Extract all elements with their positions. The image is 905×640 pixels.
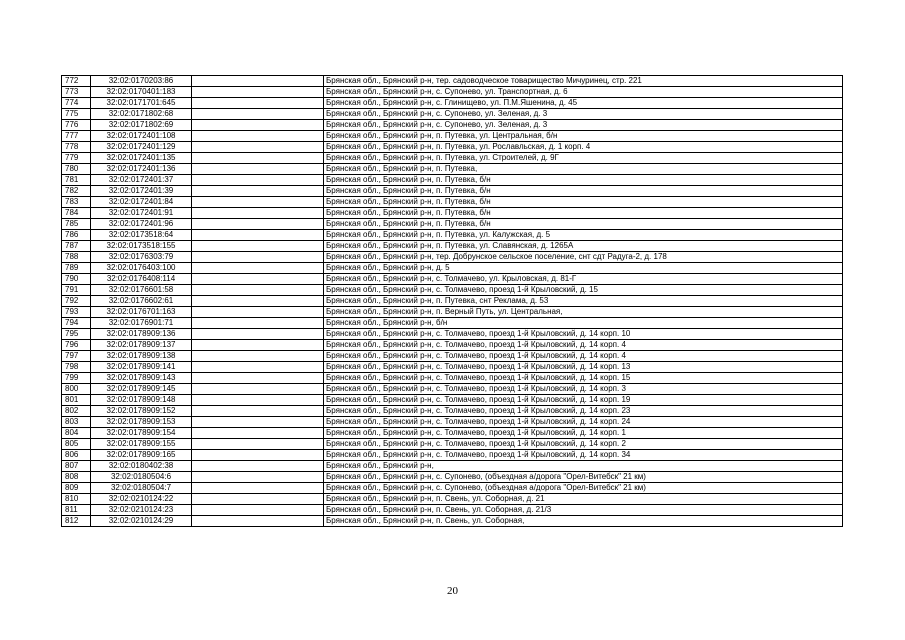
cadastral-number-cell: 32:02:0178909:153 [91,417,192,428]
table-row [62,76,843,87]
empty-cell [192,197,324,208]
row-number-cell: 789 [62,263,91,274]
table-row [62,483,843,494]
table-row [62,439,843,450]
row-number-cell: 779 [62,153,91,164]
cadastral-number-cell: 32:02:0172401:129 [91,142,192,153]
table-row [62,461,843,472]
address-cell: Брянская обл., Брянский р-н, п. Путевка, б/н [324,208,843,219]
cadastral-number-cell: 32:02:0178909:136 [91,329,192,340]
table-row [62,450,843,461]
table-row [62,131,843,142]
address-cell: Брянская обл., Брянский р-н, п. Путевка, б/н [324,186,843,197]
cadastral-number-cell: 32:02:0210124:29 [91,516,192,527]
empty-cell [192,461,324,472]
address-cell: Брянская обл., Брянский р-н, п. Путевка, б/н [324,197,843,208]
table-row [62,208,843,219]
empty-cell [192,494,324,505]
cadastral-number-cell: 32:02:0178909:137 [91,340,192,351]
table-row [62,153,843,164]
table-row [62,274,843,285]
empty-cell [192,351,324,362]
empty-cell [192,373,324,384]
cadastral-number-cell: 32:02:0170203:86 [91,76,192,87]
cadastral-number-cell: 32:02:0178909:145 [91,384,192,395]
table-row [62,263,843,274]
table-row [62,318,843,329]
empty-cell [192,285,324,296]
row-number-cell: 786 [62,230,91,241]
address-cell: Брянская обл., Брянский р-н, с. Толмачево, проезд 1-й Крыловский, д. 14 корп. 23 [324,406,843,417]
address-cell: Брянская обл., Брянский р-н, с. Толмачево, ул. Крыловская, д. 81-Г [324,274,843,285]
cadastral-number-cell: 32:02:0171802:68 [91,109,192,120]
row-number-cell: 782 [62,186,91,197]
table-row [62,329,843,340]
address-cell: Брянская обл., Брянский р-н, тер. Добрунское сельское поселение, снт сдт Радуга-2, д. 178 [324,252,843,263]
address-cell: Брянская обл., Брянский р-н, б/н [324,318,843,329]
cadastral-number-cell: 32:02:0180402:38 [91,461,192,472]
row-number-cell: 785 [62,219,91,230]
empty-cell [192,384,324,395]
table-row [62,406,843,417]
empty-cell [192,263,324,274]
row-number-cell: 808 [62,472,91,483]
table-row [62,241,843,252]
cadastral-number-cell: 32:02:0176901:71 [91,318,192,329]
row-number-cell: 798 [62,362,91,373]
cadastral-number-cell: 32:02:0172401:135 [91,153,192,164]
address-cell: Брянская обл., Брянский р-н, с. Супонево, ул. Зеленая, д. 3 [324,109,843,120]
address-cell: Брянская обл., Брянский р-н, п. Верный Путь, ул. Центральная, [324,307,843,318]
address-cell: Брянская обл., Брянский р-н, с. Супонево, (объездная а/дорога "Орел-Витебск" 21 км) [324,483,843,494]
empty-cell [192,241,324,252]
table-row [62,395,843,406]
cadastral-number-cell: 32:02:0176602:61 [91,296,192,307]
empty-cell [192,428,324,439]
address-cell: Брянская обл., Брянский р-н, тер. садоводческое товарищество Мичуринец, стр. 221 [324,76,843,87]
row-number-cell: 796 [62,340,91,351]
row-number-cell: 794 [62,318,91,329]
empty-cell [192,274,324,285]
table-row [62,351,843,362]
row-number-cell: 803 [62,417,91,428]
empty-cell [192,98,324,109]
address-cell: Брянская обл., Брянский р-н, п. Путевка, ул. Строителей, д. 9Г [324,153,843,164]
row-number-cell: 791 [62,285,91,296]
table-row [62,362,843,373]
table-row [62,219,843,230]
cadastral-number-cell: 32:02:0176303:79 [91,252,192,263]
empty-cell [192,417,324,428]
cadastral-number-cell: 32:02:0176601:58 [91,285,192,296]
address-cell: Брянская обл., Брянский р-н, с. Толмачево, проезд 1-й Крыловский, д. 14 корп. 4 [324,340,843,351]
table-row [62,384,843,395]
table-row [62,428,843,439]
cadastral-number-cell: 32:02:0171701:645 [91,98,192,109]
table-row [62,285,843,296]
empty-cell [192,406,324,417]
row-number-cell: 795 [62,329,91,340]
cadastral-number-cell: 32:02:0172401:96 [91,219,192,230]
empty-cell [192,175,324,186]
table-row [62,373,843,384]
table-row [62,120,843,131]
empty-cell [192,516,324,527]
address-cell: Брянская обл., Брянский р-н, [324,461,843,472]
address-cell: Брянская обл., Брянский р-н, с. Толмачево, проезд 1-й Крыловский, д. 14 корп. 10 [324,329,843,340]
empty-cell [192,164,324,175]
empty-cell [192,329,324,340]
cadastral-number-cell: 32:02:0178909:141 [91,362,192,373]
empty-cell [192,362,324,373]
address-cell: Брянская обл., Брянский р-н, п. Свень, ул. Соборная, [324,516,843,527]
row-number-cell: 783 [62,197,91,208]
empty-cell [192,153,324,164]
table-row [62,252,843,263]
cadastral-number-cell: 32:02:0172401:84 [91,197,192,208]
address-cell: Брянская обл., Брянский р-н, с. Супонево, ул. Зеленая, д. 3 [324,120,843,131]
empty-cell [192,131,324,142]
address-cell: Брянская обл., Брянский р-н, п. Путевка, ул. Центральная, б/н [324,131,843,142]
table-row [62,230,843,241]
empty-cell [192,439,324,450]
cadastral-number-cell: 32:02:0172401:108 [91,131,192,142]
row-number-cell: 807 [62,461,91,472]
cadastral-number-cell: 32:02:0176408:114 [91,274,192,285]
registry-table-body [62,76,843,527]
address-cell: Брянская обл., Брянский р-н, п. Путевка, ул. Калужская, д. 5 [324,230,843,241]
row-number-cell: 793 [62,307,91,318]
cadastral-number-cell: 32:02:0210124:23 [91,505,192,516]
cadastral-number-cell: 32:02:0178909:154 [91,428,192,439]
table-row [62,98,843,109]
row-number-cell: 805 [62,439,91,450]
cadastral-number-cell: 32:02:0178909:155 [91,439,192,450]
empty-cell [192,395,324,406]
address-cell: Брянская обл., Брянский р-н, с. Толмачево, проезд 1-й Крыловский, д. 14 корп. 24 [324,417,843,428]
table-row [62,87,843,98]
page-number: 20 [447,585,458,597]
empty-cell [192,109,324,120]
empty-cell [192,142,324,153]
empty-cell [192,208,324,219]
cadastral-number-cell: 32:02:0178909:165 [91,450,192,461]
empty-cell [192,120,324,131]
table-row [62,340,843,351]
empty-cell [192,450,324,461]
row-number-cell: 781 [62,175,91,186]
address-cell: Брянская обл., Брянский р-н, с. Толмачево, проезд 1-й Крыловский, д. 14 корп. 2 [324,439,843,450]
row-number-cell: 810 [62,494,91,505]
row-number-cell: 784 [62,208,91,219]
row-number-cell: 801 [62,395,91,406]
address-cell: Брянская обл., Брянский р-н, с. Толмачево, проезд 1-й Крыловский, д. 14 корп. 19 [324,395,843,406]
table-row [62,417,843,428]
table-row [62,296,843,307]
cadastral-number-cell: 32:02:0171802:69 [91,120,192,131]
address-cell: Брянская обл., Брянский р-н, п. Путевка, ул. Славянская, д. 1265А [324,241,843,252]
address-cell: Брянская обл., Брянский р-н, д. 5 [324,263,843,274]
address-cell: Брянская обл., Брянский р-н, п. Путевка, [324,164,843,175]
row-number-cell: 772 [62,76,91,87]
table-row [62,109,843,120]
address-cell: Брянская обл., Брянский р-н, с. Супонево, (объездная а/дорога "Орел-Витебск" 21 км) [324,472,843,483]
address-cell: Брянская обл., Брянский р-н, п. Путевка, б/н [324,219,843,230]
address-cell: Брянская обл., Брянский р-н, п. Путевка, б/н [324,175,843,186]
table-row [62,164,843,175]
cadastral-number-cell: 32:02:0178909:138 [91,351,192,362]
cadastral-number-cell: 32:02:0172401:37 [91,175,192,186]
address-cell: Брянская обл., Брянский р-н, с. Толмачево, проезд 1-й Крыловский, д. 14 корп. 13 [324,362,843,373]
empty-cell [192,307,324,318]
cadastral-number-cell: 32:02:0178909:148 [91,395,192,406]
cadastral-number-cell: 32:02:0172401:39 [91,186,192,197]
row-number-cell: 806 [62,450,91,461]
cadastral-number-cell: 32:02:0180504:7 [91,483,192,494]
table-row [62,505,843,516]
row-number-cell: 811 [62,505,91,516]
address-cell: Брянская обл., Брянский р-н, п. Путевка, снт Реклама, д. 53 [324,296,843,307]
row-number-cell: 800 [62,384,91,395]
table-row [62,142,843,153]
empty-cell [192,230,324,241]
row-number-cell: 778 [62,142,91,153]
cadastral-number-cell: 32:02:0178909:152 [91,406,192,417]
row-number-cell: 774 [62,98,91,109]
row-number-cell: 773 [62,87,91,98]
address-cell: Брянская обл., Брянский р-н, с. Супонево, ул. Транспортная, д. 6 [324,87,843,98]
row-number-cell: 776 [62,120,91,131]
row-number-cell: 780 [62,164,91,175]
table-row [62,494,843,505]
empty-cell [192,318,324,329]
cadastral-number-cell: 32:02:0173518:64 [91,230,192,241]
table-row [62,186,843,197]
row-number-cell: 802 [62,406,91,417]
table-row [62,516,843,527]
cadastral-number-cell: 32:02:0210124:22 [91,494,192,505]
empty-cell [192,186,324,197]
address-cell: Брянская обл., Брянский р-н, п. Свень, ул. Соборная, д. 21 [324,494,843,505]
row-number-cell: 788 [62,252,91,263]
empty-cell [192,219,324,230]
table-row [62,307,843,318]
address-cell: Брянская обл., Брянский р-н, п. Путевка, ул. Рославльская, д. 1 корп. 4 [324,142,843,153]
empty-cell [192,296,324,307]
address-cell: Брянская обл., Брянский р-н, с. Толмачево, проезд 1-й Крыловский, д. 14 корп. 3 [324,384,843,395]
cadastral-number-cell: 32:02:0172401:91 [91,208,192,219]
address-cell: Брянская обл., Брянский р-н, с. Толмачево, проезд 1-й Крыловский, д. 14 корп. 4 [324,351,843,362]
empty-cell [192,252,324,263]
cadastral-number-cell: 32:02:0176701:163 [91,307,192,318]
row-number-cell: 792 [62,296,91,307]
empty-cell [192,483,324,494]
row-number-cell: 787 [62,241,91,252]
row-number-cell: 809 [62,483,91,494]
row-number-cell: 804 [62,428,91,439]
empty-cell [192,472,324,483]
row-number-cell: 790 [62,274,91,285]
row-number-cell: 797 [62,351,91,362]
cadastral-number-cell: 32:02:0173518:155 [91,241,192,252]
cadastral-number-cell: 32:02:0172401:136 [91,164,192,175]
cadastral-number-cell: 32:02:0178909:143 [91,373,192,384]
row-number-cell: 799 [62,373,91,384]
address-cell: Брянская обл., Брянский р-н, с. Толмачево, проезд 1-й Крыловский, д. 15 [324,285,843,296]
cadastral-number-cell: 32:02:0170401:183 [91,87,192,98]
address-cell: Брянская обл., Брянский р-н, с. Толмачево, проезд 1-й Крыловский, д. 14 корп. 34 [324,450,843,461]
row-number-cell: 812 [62,516,91,527]
registry-table [61,75,843,527]
empty-cell [192,76,324,87]
empty-cell [192,87,324,98]
cadastral-number-cell: 32:02:0176403:100 [91,263,192,274]
row-number-cell: 775 [62,109,91,120]
cadastral-number-cell: 32:02:0180504:6 [91,472,192,483]
address-cell: Брянская обл., Брянский р-н, с. Толмачево, проезд 1-й Крыловский, д. 14 корп. 1 [324,428,843,439]
table-row [62,472,843,483]
address-cell: Брянская обл., Брянский р-н, с. Толмачево, проезд 1-й Крыловский, д. 14 корп. 15 [324,373,843,384]
empty-cell [192,340,324,351]
empty-cell [192,505,324,516]
row-number-cell: 777 [62,131,91,142]
table-row [62,197,843,208]
address-cell: Брянская обл., Брянский р-н, п. Свень, ул. Соборная, д. 21/3 [324,505,843,516]
address-cell: Брянская обл., Брянский р-н, с. Глинищево, ул. П.М.Яшенина, д. 45 [324,98,843,109]
table-row [62,175,843,186]
